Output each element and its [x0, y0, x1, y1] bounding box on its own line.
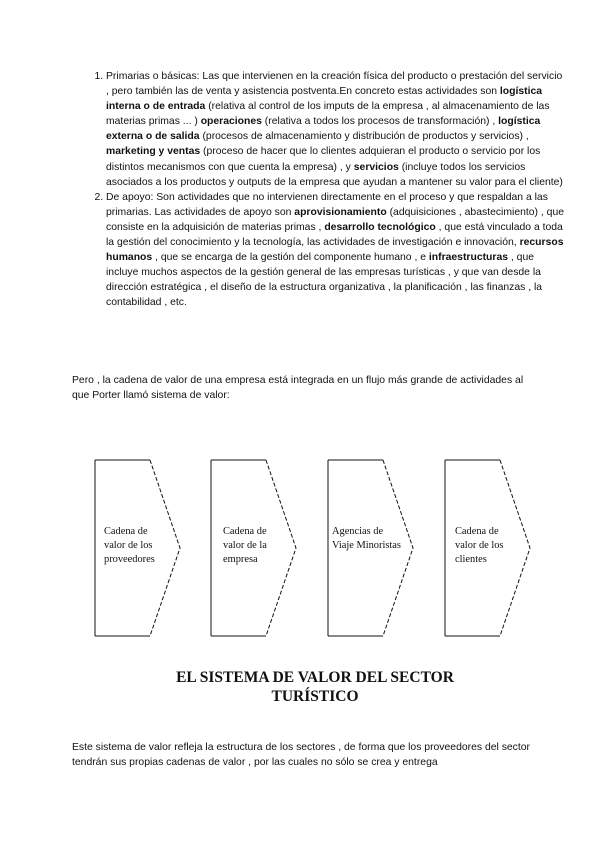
term-outbound-logistics: logística externa o de salida [106, 116, 541, 143]
term-services: servicios [353, 161, 399, 173]
list-item-primary-activities: 1. Primarias o básicas: Las que intervienen en la creación física del producto o prestación del servicio , pero también las de venta y asistencia postventa.En concreto estas actividades son logística interna o de entrada (relativa al control de los imputs de la empresa , al almacenamiento de las materias primas ... ) operaciones (relativa a todos los procesos de transformación) , logística externa o de salida (procesos de almacenamiento y distribución de productos y servicios) , marketing y ventas (proceso de hacer que lo clientes adquieran el producto o servicio por los distintos mecanismos con que cuenta la empresa) , y servicios (incluye todos los servicios asociados a los productos y outputs de la empresa que ayudan a mantener su valor para el cliente) [106, 69, 566, 190]
list-item-support-activities: 2. De apoyo: Son actividades que no intervienen directamente en el proceso y que respaldan a las primarias. Las actividades de apoyo son aprovisionamiento (adquisiciones , abastecimiento) , que consiste en la adquisición de materias primas , desarrollo tecnológico , que está vinculado a toda la gestión del conocimiento y la tecnología, las actividades de investigación e innovación, recursos humanos , que se encarga de la gestión del componente humano , e infraestructuras , que incluye muchos aspectos de la gestión general de las empresas turísticas , y que van desde la dirección estratégica , el diseño de la estructura organizativa , la planificación , las finanzas , la contabilidad , etc. [106, 190, 566, 311]
company-chain-label: Cadena de valor de la empresa [223, 526, 267, 565]
term-inbound-logistics: logística interna o de entrada [106, 86, 543, 113]
suppliers-chain-label: Cadena de valor de los proveedores [104, 526, 155, 565]
section-title: EL SISTEMA DE VALOR DEL SECTOR TURÍSTICO [176, 669, 454, 705]
term-technology-development: desarrollo tecnológico [324, 221, 436, 233]
term-infrastructure: infraestructuras [428, 252, 509, 264]
arrow-shape-company-tip [266, 460, 296, 636]
term-operations: operaciones [200, 116, 262, 128]
clients-chain-label: Cadena de valor de los clientes [455, 526, 504, 565]
term-marketing-sales: marketing y ventas [106, 146, 201, 158]
value-system-description-paragraph: Este sistema de valor refleja la estructura de los sectores , de forma que los proveedores del sector tendrán sus propias cadenas de valor , por las cuales no sólo se crea y entrega [72, 742, 530, 769]
retail-agencies-label: Agencias de Viaje Minoristas [332, 526, 401, 551]
arrow-shape-clients-tip [500, 460, 530, 636]
activity-list [72, 69, 566, 311]
value-system-diagram [90, 455, 570, 645]
term-procurement: aprovisionamiento [294, 206, 387, 218]
term-human-resources: recursos humanos [106, 237, 564, 264]
intro-value-system-paragraph: Pero , la cadena de valor de una empresa está integrada en un flujo más grande de actividades al que Porter llamó sistema de valor: [72, 375, 524, 402]
